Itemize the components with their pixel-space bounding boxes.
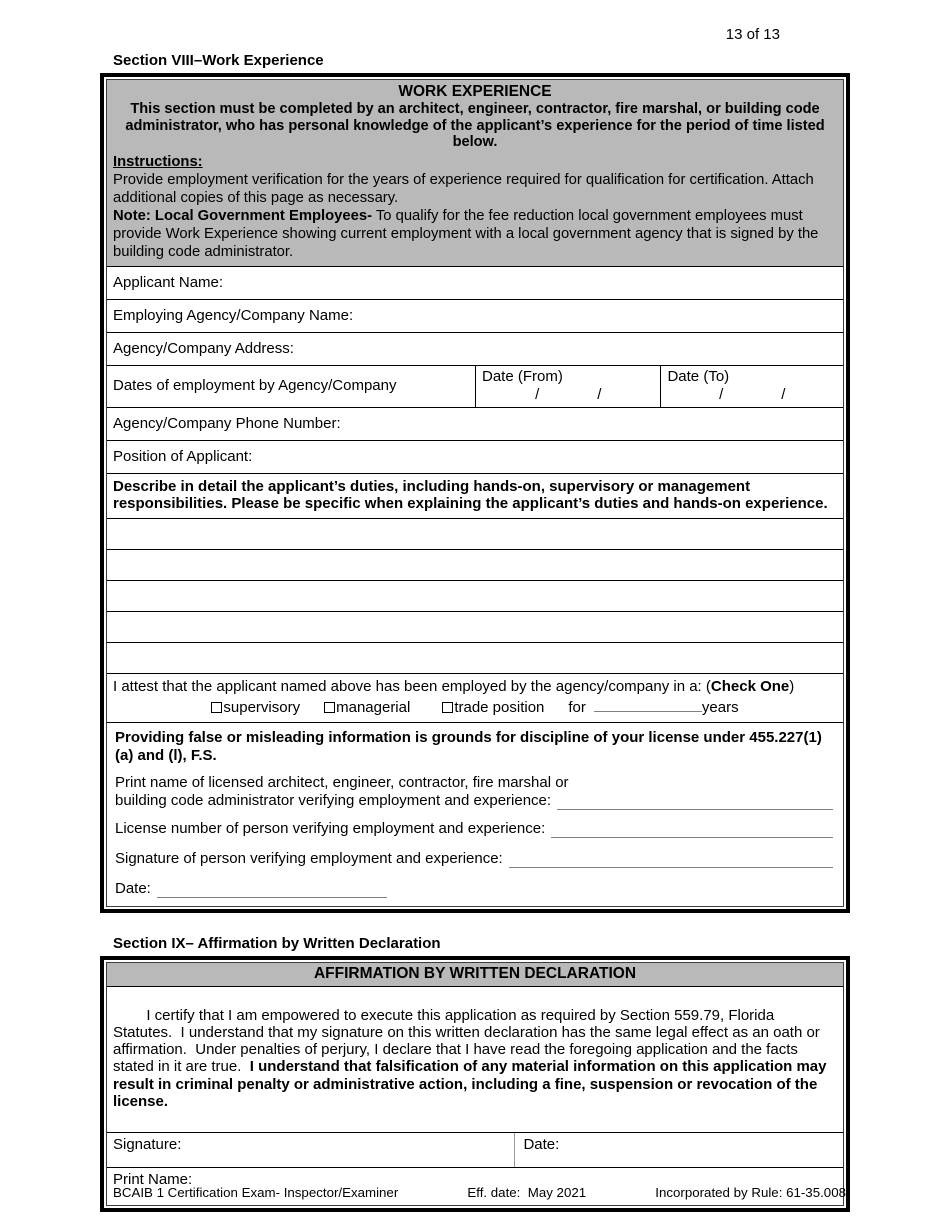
date-slash: / xyxy=(719,385,724,403)
footer-form-id: BCAIB 1 Certification Exam- Inspector/Examiner xyxy=(113,1185,399,1200)
signature-label: Signature: xyxy=(113,1136,182,1154)
duties-blank-line[interactable] xyxy=(107,643,843,674)
license-number-label: License number of person verifying employment and experience: xyxy=(115,819,546,837)
print-name-blank[interactable] xyxy=(557,796,833,810)
date-from-slashes xyxy=(482,386,654,403)
position-field[interactable] xyxy=(107,441,843,474)
verifier-signature-blank[interactable] xyxy=(509,854,833,868)
print-name-line2: building code administrator verifying employment and experience: xyxy=(115,791,552,809)
verifier-date-label: Date: xyxy=(115,879,151,897)
trade-position-label: trade position xyxy=(454,698,545,716)
years-label: years xyxy=(701,698,739,716)
employing-agency-field[interactable] xyxy=(107,300,843,333)
check-one-label: Check One xyxy=(710,677,790,695)
footer-rule: Incorporated by Rule: 61-35.008 xyxy=(655,1185,846,1200)
agency-address-field[interactable] xyxy=(107,333,843,366)
date-to-label: Date (To) xyxy=(667,367,730,385)
print-name-line1: Print name of licensed architect, engineer, contractor, fire marshal or xyxy=(115,773,569,791)
print-name-label: Print Name: xyxy=(113,1171,193,1189)
agency-phone-label: Agency/Company Phone Number: xyxy=(113,414,341,432)
work-experience-form xyxy=(100,73,850,913)
affirmation-title: AFFIRMATION BY WRITTEN DECLARATION xyxy=(107,963,843,987)
dates-of-employment-row xyxy=(107,366,843,408)
attestation-options xyxy=(113,699,837,716)
option-supervisory[interactable] xyxy=(211,699,300,716)
print-name-row xyxy=(115,792,835,810)
agency-address-label: Agency/Company Address: xyxy=(113,339,294,357)
managerial-label: managerial xyxy=(336,698,411,716)
years-blank[interactable] xyxy=(594,699,702,712)
dates-label: Dates of employment by Agency/Company xyxy=(113,376,397,394)
date-to-slashes xyxy=(667,386,837,403)
verifier-signature-row xyxy=(115,850,835,868)
date-label: Date: xyxy=(523,1136,560,1154)
instructions-label: Instructions: xyxy=(113,153,203,170)
note-text: To qualify for the fee reduction local government employees must provide Work Experience showing current employment with a local government agency that is signed by the building code administrator. xyxy=(113,207,819,260)
work-experience-title: WORK EXPERIENCE xyxy=(398,83,552,100)
date-field[interactable] xyxy=(515,1133,843,1167)
checkbox-icon[interactable] xyxy=(324,702,335,713)
work-experience-subtitle: This section must be completed by an architect, engineer, contractor, fire marshal, or building code administrator, who has personal knowledge of the applicant’s experience for the period of time listed below. xyxy=(125,101,825,150)
verifier-signature-label: Signature of person verifying employment and experience: xyxy=(115,849,503,867)
applicant-name-label: Applicant Name: xyxy=(113,273,224,291)
section8-heading: Section VIII–Work Experience xyxy=(113,52,324,69)
verifier-date-row xyxy=(115,880,835,898)
applicant-name-field[interactable] xyxy=(107,267,843,300)
section9-heading: Section IX– Affirmation by Written Declaration xyxy=(113,934,441,952)
attestation-suffix: ) xyxy=(789,677,795,695)
instructions-block xyxy=(111,151,839,261)
date-from-field[interactable] xyxy=(475,366,660,407)
affirmation-form xyxy=(100,956,850,1213)
supervisory-label: supervisory xyxy=(223,698,301,716)
checkbox-icon[interactable] xyxy=(211,702,222,713)
affirmation-statement xyxy=(107,987,843,1134)
option-trade-position[interactable] xyxy=(442,699,544,716)
work-experience-header xyxy=(107,80,843,267)
duties-blank-line[interactable] xyxy=(107,550,843,581)
page-footer xyxy=(100,1185,850,1200)
affirmation-text-regular: I certify that I am empowered to execute this application as required by Section 559.79, Florida Statutes. I understand that my signature on this written declaration has the same legal effect as an oath or affirmation. Under penalties of perjury, I declare that I have read the foregoing application and the facts stated in it are true. xyxy=(113,1006,824,1076)
verifier-date-blank[interactable] xyxy=(157,884,387,898)
date-slash: / xyxy=(597,385,602,403)
agency-phone-field[interactable] xyxy=(107,408,843,441)
affirmation-text-bold: I understand that falsification of any material information on this application may result in criminal penalty or administrative action, including a fine, suspension or revocation of the license. xyxy=(113,1058,831,1110)
duties-blank-line[interactable] xyxy=(107,519,843,550)
license-number-row xyxy=(115,820,835,838)
date-slash: / xyxy=(781,385,786,403)
position-label: Position of Applicant: xyxy=(113,447,253,465)
duties-blank-line[interactable] xyxy=(107,612,843,643)
option-managerial[interactable] xyxy=(324,699,410,716)
signature-date-row xyxy=(107,1133,843,1168)
attestation-statement xyxy=(113,678,837,696)
footer-eff-date: Eff. date: May 2021 xyxy=(467,1185,587,1200)
note-label: Note: Local Government Employees- xyxy=(113,207,373,224)
page-number: 13 of 13 xyxy=(725,26,780,43)
duties-blank-line[interactable] xyxy=(107,581,843,612)
attestation-row xyxy=(107,674,843,723)
for-label: for xyxy=(568,698,586,716)
signature-field[interactable] xyxy=(107,1133,515,1167)
false-info-warning: Providing false or misleading information is grounds for discipline of your license under 455.227(1)(a) and (l), F.S. xyxy=(115,728,822,764)
page-content xyxy=(100,52,850,1212)
verification-block xyxy=(107,723,843,906)
date-to-field[interactable] xyxy=(660,366,843,407)
license-number-blank[interactable] xyxy=(551,824,833,838)
employing-agency-label: Employing Agency/Company Name: xyxy=(113,306,354,324)
date-from-label: Date (From) xyxy=(482,367,563,385)
duties-description-header: Describe in detail the applicant’s duties, including hands-on, supervisory or management responsibilities. Please be specific when explaining the applicant’s duties and hands-on experience. xyxy=(107,474,843,519)
attestation-prefix: I attest that the applicant named above has been employed by the agency/company in a: ( xyxy=(113,677,711,695)
date-slash: / xyxy=(535,385,540,403)
checkbox-icon[interactable] xyxy=(442,702,453,713)
instructions-text: Provide employment verification for the years of experience required for qualification for certification. Attach additional copies of this page as necessary. xyxy=(113,171,814,206)
